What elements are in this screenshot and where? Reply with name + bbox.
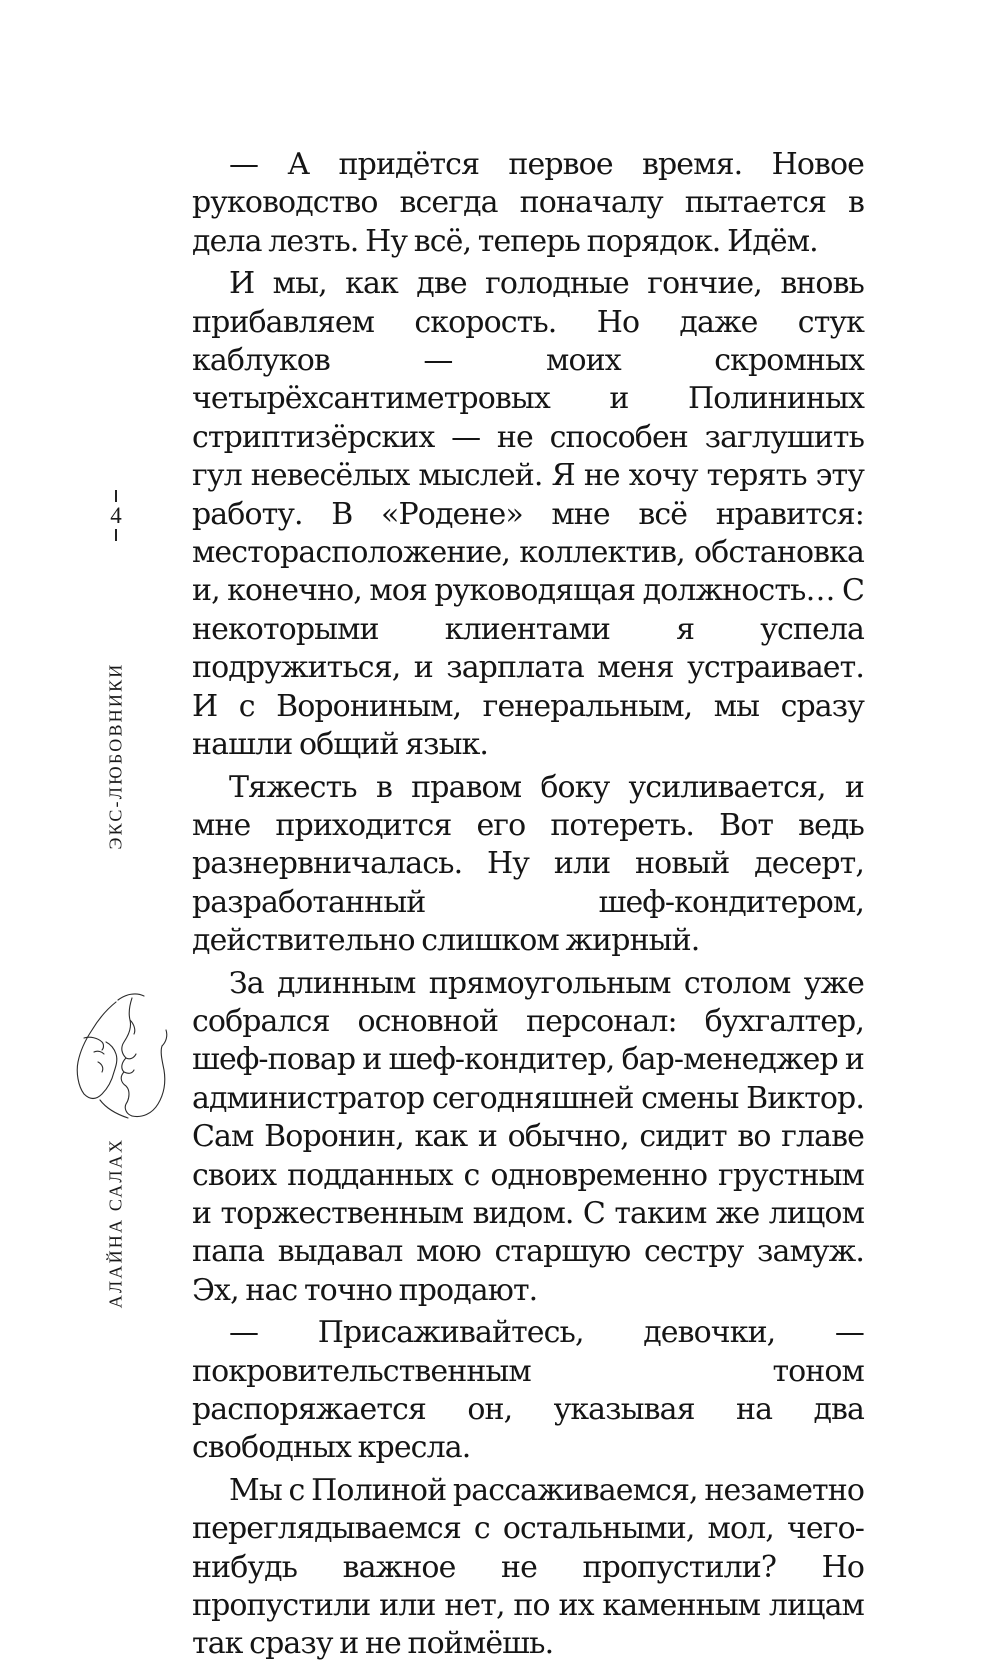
page-number-value: 4	[110, 503, 122, 528]
folio-rule-top	[115, 490, 117, 502]
page-number	[86, 490, 146, 541]
paragraph: Тяжесть в правом боку усиливается, и мне приходится его потереть. Вот ведь разнервничалась. Ну или новый десерт, разработанный шеф-кондитером, действительно слишком жирный.	[192, 769, 864, 959]
paragraph: — Присаживайтесь, девочки, — покровительственным тоном распоряжается он, указывая на два свободных кресла.	[192, 1315, 864, 1466]
two-faces-line-drawing-icon	[70, 990, 170, 1122]
paragraph: — А придётся первое время. Новое руководство всегда поначалу пытается в дела лезть. Ну всё, теперь порядок. Идём.	[192, 147, 864, 259]
running-head-author: АЛАЙНА САЛАХ	[105, 1137, 126, 1309]
running-head-title: ЭКС-ЛЮБОВНИКИ	[105, 662, 126, 850]
paragraph: За длинным прямоугольным столом уже собрался основной персонал: бухгалтер, шеф-повар и шеф-кондитер, бар-менеджер и администратор сегодняшней смены Виктор. Сам Воронин, как и обычно, сидит во главе своих подданных с одновременно грустным и торжественным видом. С таким же лицом папа выдавал мою старшую сестру замуж. Эх, нас точно продают.	[192, 965, 864, 1308]
body-text	[192, 146, 864, 1664]
paragraph: И мы, как две голодные гончие, вновь прибавляем скорость. Но даже стук каблуков — моих скромных четырёхсантиметровых и Полининых стриптизёрских — не способен заглушить гул невесёлых мыслей. Я не хочу терять эту работу. В «Родене» мне всё нравится: месторасположение, коллектив, обстановка и, конечно, моя руководящая должность… С некоторыми клиентами я успела подружиться, и зарплата меня устраивает. И с Ворониным, генеральным, мы сразу нашли общий язык.	[192, 266, 864, 763]
paragraph: Мы с Полиной рассаживаемся, незаметно переглядываемся с остальными, мол, чего-нибудь важное не пропустили? Но пропустили или нет, по их каменным лицам так сразу и не поймёшь.	[192, 1472, 864, 1662]
folio-rule-bottom	[115, 529, 117, 541]
